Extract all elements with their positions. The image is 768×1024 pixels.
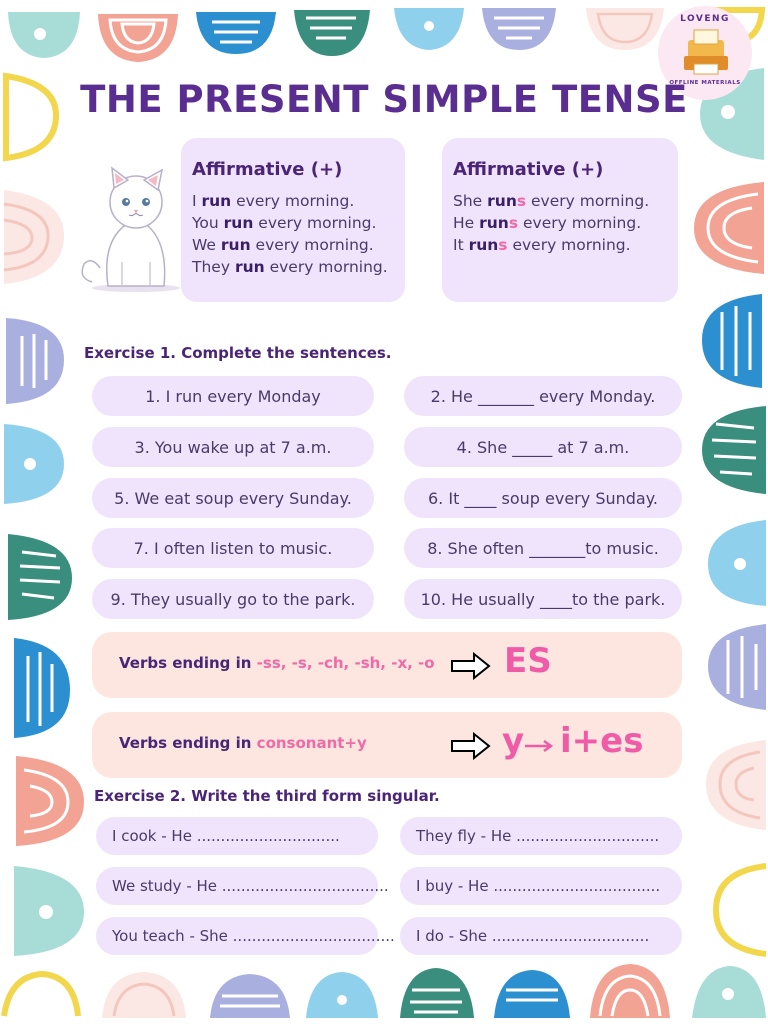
deco-shape-right-7 xyxy=(706,740,766,830)
deco-shape-top-2 xyxy=(98,14,178,62)
exercise-1-item: 9. They usually go to the park. xyxy=(92,579,374,619)
example-sentence: You run every morning. xyxy=(192,214,377,232)
cat-illustration xyxy=(74,164,194,294)
deco-shape-right-4 xyxy=(702,406,766,494)
example-sentence: I run every morning. xyxy=(192,192,355,210)
card-heading: Affirmative (+) xyxy=(453,159,604,180)
deco-shape-right-3 xyxy=(702,294,762,388)
deco-shape-left-3 xyxy=(6,318,64,404)
deco-shape-bottom-3 xyxy=(210,974,290,1018)
exercise-1-item[interactable]: 4. She _____ at 7 a.m. xyxy=(404,427,682,467)
exercise-2-item[interactable]: I cook - He .............................. xyxy=(96,817,378,855)
deco-shape-left-6 xyxy=(14,638,70,738)
exercise-2-item[interactable]: I buy - He ................................... xyxy=(400,867,682,905)
rule-result-to: i+es xyxy=(560,721,644,761)
deco-shape-top-6 xyxy=(482,8,556,50)
exercise-2-title: Exercise 2. Write the third form singular. xyxy=(94,787,440,805)
deco-shape-left-8 xyxy=(14,866,84,956)
exercise-1-item: 5. We eat soup every Sunday. xyxy=(92,478,374,518)
exercise-2-item[interactable]: You teach - She .................................. xyxy=(96,917,378,955)
exercise-1-item: 3. You wake up at 7 a.m. xyxy=(92,427,374,467)
deco-shape-top-7 xyxy=(586,8,664,50)
deco-shape-bottom-1 xyxy=(4,974,78,1016)
exercise-1-item[interactable]: 2. He _______ every Monday. xyxy=(404,376,682,416)
exercise-2-item[interactable]: They fly - He .............................. xyxy=(400,817,682,855)
exercise-1-item[interactable]: 6. It ____ soup every Sunday. xyxy=(404,478,682,518)
deco-shape-top-1 xyxy=(8,12,80,58)
example-sentence: They run every morning. xyxy=(192,258,388,276)
logo-bottom-text: OFFLINE MATERIALS xyxy=(669,80,741,86)
rule-text: Verbs ending in consonant+y xyxy=(119,734,367,752)
deco-shape-right-2 xyxy=(694,182,764,274)
spelling-rule-ies xyxy=(92,712,682,778)
deco-shape-bottom-5 xyxy=(400,968,474,1018)
arrow-right-icon xyxy=(450,652,492,680)
arrow-right-icon xyxy=(450,732,492,760)
rule-text: Verbs ending in -ss, -s, -ch, -sh, -x, -o xyxy=(119,654,435,672)
card-heading: Affirmative (+) xyxy=(192,159,343,180)
affirmative-card-third-person xyxy=(442,138,678,302)
example-sentence: It runs every morning. xyxy=(453,236,631,254)
deco-shape-left-5 xyxy=(8,534,72,620)
deco-shape-bottom-8 xyxy=(692,966,766,1018)
spelling-rule-es xyxy=(92,632,682,698)
page-title: THE PRESENT SIMPLE TENSE xyxy=(80,78,688,121)
deco-shape-left-7 xyxy=(16,756,84,846)
rule-result: ES xyxy=(504,641,552,681)
exercise-1-item: 1. I run every Monday xyxy=(92,376,374,416)
deco-shape-top-4 xyxy=(294,10,370,56)
deco-shape-bottom-4 xyxy=(306,972,378,1018)
logo-top-text: LOVENG xyxy=(680,14,730,24)
deco-shape-left-2 xyxy=(4,190,64,284)
deco-shape-bottom-2 xyxy=(102,972,186,1018)
example-sentence: She runs every morning. xyxy=(453,192,650,210)
exercise-2-item[interactable]: We study - He ................................... xyxy=(96,867,378,905)
exercise-1-item: 7. I often listen to music. xyxy=(92,528,374,568)
deco-shape-right-6 xyxy=(708,624,766,710)
deco-shape-right-8 xyxy=(716,866,766,954)
deco-shape-top-5 xyxy=(394,8,464,50)
deco-shape-right-5 xyxy=(708,520,766,606)
rule-result-from: y xyxy=(502,721,525,761)
exercise-1-title: Exercise 1. Complete the sentences. xyxy=(84,344,392,362)
deco-shape-top-3 xyxy=(196,12,276,54)
exercise-2-item[interactable]: I do - She ................................. xyxy=(400,917,682,955)
deco-shape-bottom-7 xyxy=(590,964,670,1018)
exercise-1-item[interactable]: 8. She often _______to music. xyxy=(404,528,682,568)
deco-shape-left-4 xyxy=(4,424,64,504)
deco-shape-bottom-6 xyxy=(494,970,570,1018)
small-arrow-icon xyxy=(524,738,554,754)
example-sentence: We run every morning. xyxy=(192,236,374,254)
example-sentence: He runs every morning. xyxy=(453,214,642,232)
exercise-1-item[interactable]: 10. He usually ____to the park. xyxy=(404,579,682,619)
affirmative-card-plural xyxy=(181,138,405,302)
